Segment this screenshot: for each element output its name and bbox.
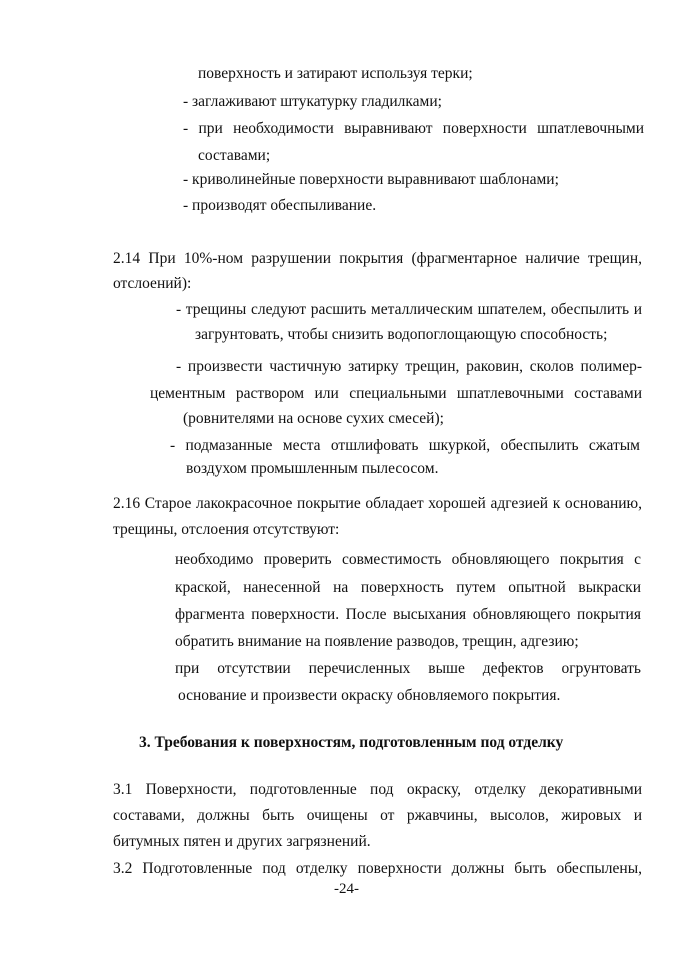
- section-heading: 3. Требования к поверхностям, подготовленным под отделку: [139, 734, 564, 751]
- text-line: необходимо проверить совместимость обновляющего покрытия с: [175, 551, 641, 568]
- paragraph-2-16: 2.16 Старое лакокрасочное покрытие обладает хорошей адгезией к основанию,: [113, 495, 642, 512]
- text-line: отслоений):: [113, 275, 192, 292]
- list-item: - заглаживают штукатурку гладилками;: [183, 93, 442, 110]
- text-line: воздухом промышленным пылесосом.: [186, 460, 439, 477]
- list-item: - подмазанные места отшлифовать шкуркой, обеспылить сжатым: [170, 437, 640, 454]
- list-item: - трещины следуют расшить металлическим шпателем, обеспылить и: [176, 301, 642, 318]
- paragraph-3-1: 3.1 Поверхности, подготовленные под окраску, отделку декоративными: [113, 781, 642, 798]
- list-item: - производят обеспыливание.: [183, 197, 377, 214]
- text-line: фрагмента поверхности. После высыхания обновляющего покрытия: [175, 606, 641, 623]
- text-line: при отсутствии перечисленных выше дефектов огрунтовать: [175, 660, 641, 677]
- list-item: - произвести частичную затирку трещин, раковин, сколов полимер-: [176, 358, 642, 375]
- paragraph-3-2: 3.2 Подготовленные под отделку поверхности должны быть обеспылены,: [113, 860, 642, 877]
- text-line: загрунтовать, чтобы снизить водопоглощающую способность;: [195, 326, 608, 343]
- paragraph-2-14: 2.14 При 10%-ном разрушении покрытия (фрагментарное наличие трещин,: [113, 250, 642, 267]
- text-line: основание и произвести окраску обновляемого покрытия.: [178, 687, 561, 704]
- text-line: поверхность и затирают используя терки;: [198, 65, 473, 82]
- text-line: трещины, отслоения отсутствуют:: [113, 521, 340, 538]
- text-line: составами, должны быть очищены от ржавчины, высолов, жировых и: [113, 807, 642, 824]
- text-line: составами;: [198, 147, 271, 164]
- list-item: - при необходимости выравнивают поверхности шпатлевочными: [183, 120, 644, 137]
- text-line: краской, нанесенной на поверхность путем опытной выкраски: [175, 579, 641, 596]
- text-line: (ровнителями на основе сухих смесей);: [183, 410, 444, 427]
- text-line: цементным раствором или специальными шпатлевочными составами: [150, 385, 642, 402]
- list-item: - криволинейные поверхности выравнивают шаблонами;: [183, 171, 559, 188]
- text-line: битумных пятен и других загрязнений.: [113, 833, 371, 850]
- text-line: обратить внимание на появление разводов, трещин, адгезию;: [175, 633, 579, 650]
- page-number: -24-: [334, 881, 359, 897]
